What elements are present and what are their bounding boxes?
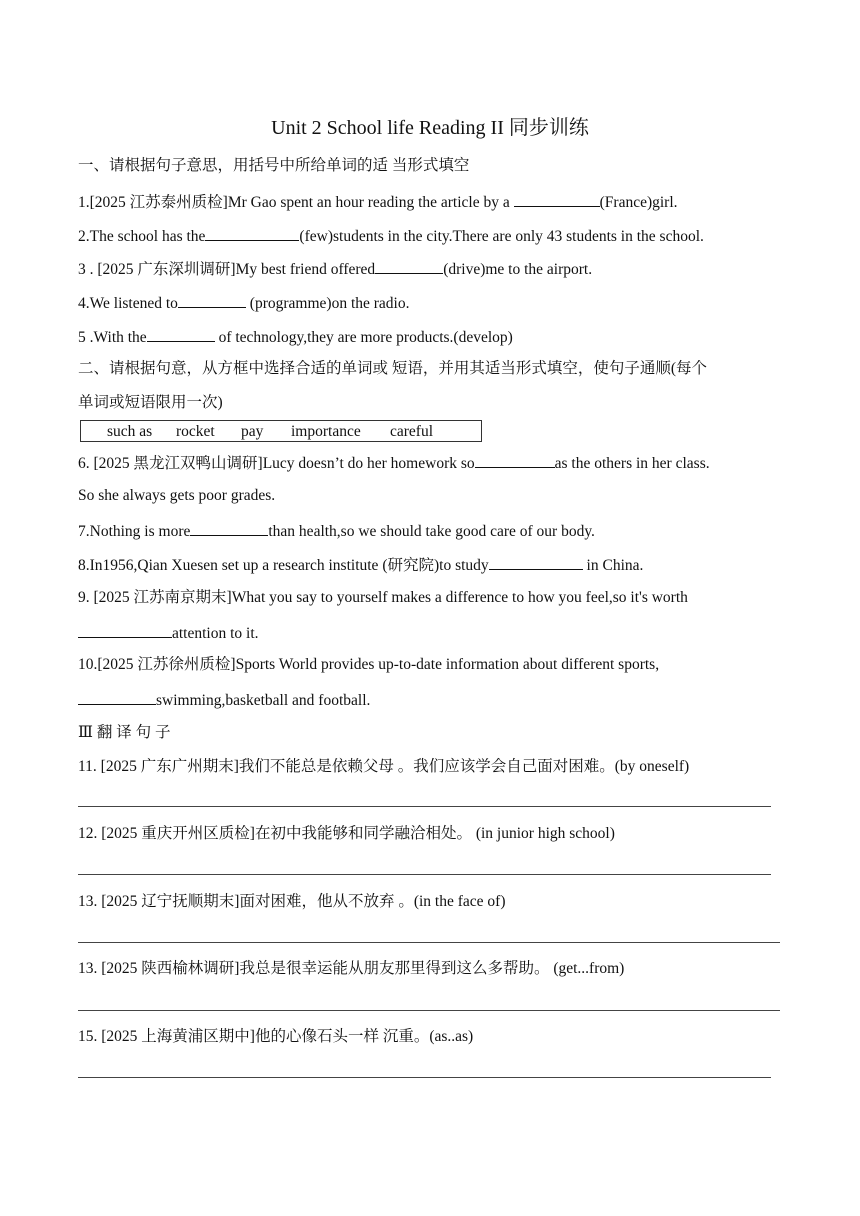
answer-blank-8[interactable] [489,554,583,570]
question-4-tail: (programme)on the radio. [245,295,410,312]
question-7 [78,520,788,542]
question-9-tail: attention to it. [172,625,259,642]
section1-heading: 一、请根据句子意思，用括号中所给单词的适 当形式填空 [78,157,470,174]
word-bank-item: such as [107,423,153,440]
section2-heading-line1: 二、请根据句意，从方框中选择合适的单词或 短语，并用其适当形式填空，使句子通顺(每个 [78,360,708,377]
page-title: Unit 2 School life Reading II 同步训练 [271,117,589,139]
translation-question-11: 11. [2025 广东广州期末]我们不能总是依赖父母 。我们应该学会自己面对困难。(by oneself) [78,758,690,775]
question-1-tail: (France)girl. [599,194,678,211]
answer-blank-7[interactable] [190,520,268,536]
answer-blank-4[interactable] [178,292,246,308]
question-6-tail: as the others in her class. [554,455,710,472]
question-3-text: 3 . [2025 广东深圳调研]My best friend offered [78,261,376,278]
question-6 [78,452,788,474]
question-3 [78,258,788,280]
question-6-text: 6. [2025 黑龙江双鸭山调研]Lucy doesn’t do her homework so [78,455,475,472]
answer-blank-3[interactable] [375,258,443,274]
question-10-tail: swimming,basketball and football. [156,692,371,709]
answer-line-13b[interactable] [78,1010,780,1011]
answer-blank-5[interactable] [147,326,215,342]
word-bank-item: pay [241,423,264,440]
translation-question-12: 12. [2025 重庆开州区质检]在初中我能够和同学融洽相处。 (in junior high school) [78,825,615,842]
word-bank-item: rocket [176,423,215,440]
section3-heading: Ⅲ 翻 译 句 子 [78,724,171,741]
answer-blank-6[interactable] [475,452,555,468]
translation-question-13b: 13. [2025 陕西榆林调研]我总是很幸运能从朋友那里得到这么多帮助。 (get...from) [78,960,625,977]
question-10-continued [78,689,788,711]
question-3-tail: (drive)me to the airport. [443,261,593,278]
answer-line-13a[interactable] [78,942,780,943]
question-7-text: 7.Nothing is more [78,523,191,540]
word-bank-item: importance [291,423,361,440]
question-5-text: 5 .With the [78,329,147,346]
answer-line-11[interactable] [78,806,771,807]
question-2 [78,225,788,247]
question-8-text: 8.In1956,Qian Xuesen set up a research institute (研究院)to study [78,557,489,574]
question-8-tail: in China. [582,557,644,574]
translation-question-15: 15. [2025 上海黄浦区期中]他的心像石头一样 沉重。(as..as) [78,1028,474,1045]
answer-line-12[interactable] [78,874,771,875]
translation-question-13a: 13. [2025 辽宁抚顺期末]面对困难，他从不放弃 。(in the face of) [78,893,506,910]
answer-line-15[interactable] [78,1077,771,1078]
word-bank-item: careful [390,423,434,440]
question-2-tail: (few)students in the city.There are only 43 students in the school. [299,228,704,245]
question-2-text: 2.The school has the [78,228,206,245]
answer-blank-9[interactable] [78,622,172,638]
question-1 [78,191,788,213]
question-7-tail: than health,so we should take good care of our body. [268,523,595,540]
question-4-text: 4.We listened to [78,295,178,312]
question-9-continued [78,622,788,644]
section2-heading-line2: 单词或短语限用一次) [78,394,223,411]
question-9: 9. [2025 江苏南京期末]What you say to yourself makes a difference to how you feel,so it's worth [78,589,688,606]
word-bank-box [80,420,482,442]
answer-blank-10[interactable] [78,689,156,705]
question-4 [78,292,788,314]
question-10: 10.[2025 江苏徐州质检]Sports World provides up-to-date information about different sports, [78,656,660,673]
answer-blank-1[interactable] [514,191,600,207]
question-6-continued: So she always gets poor grades. [78,487,276,504]
question-1-text: 1.[2025 江苏泰州质检]Mr Gao spent an hour reading the article by a [78,194,514,211]
question-8 [78,554,788,576]
question-5-tail: of technology,they are more products.(develop) [214,329,513,346]
answer-blank-2[interactable] [205,225,299,241]
question-5 [78,326,788,348]
